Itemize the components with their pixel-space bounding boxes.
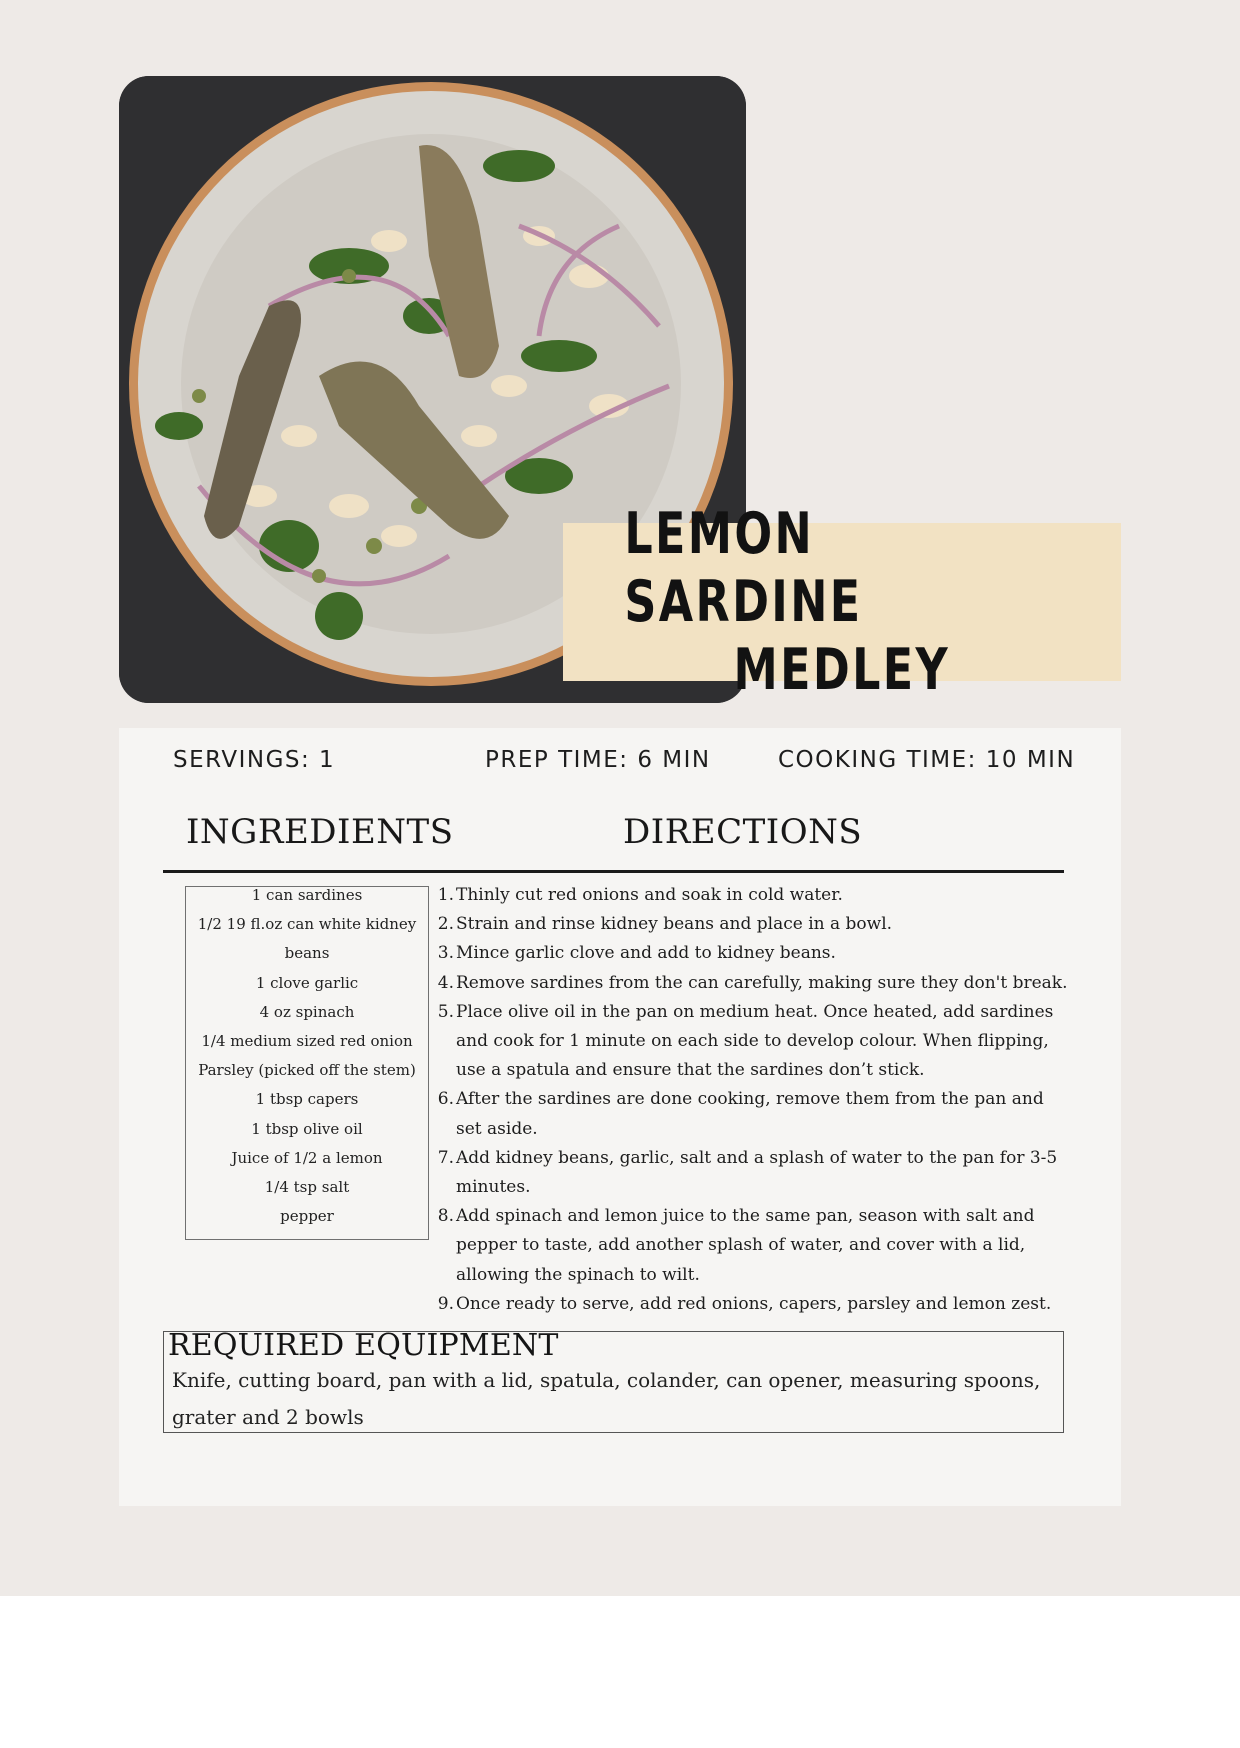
ingredient-item: 1/4 medium sized red onion <box>201 1032 413 1051</box>
ingredient-item: 1 can sardines <box>251 886 363 904</box>
ingredient-item: 1 clove garlic <box>255 973 359 992</box>
section-divider <box>163 870 1064 873</box>
step-text: Remove sardines from the can carefully, making sure they don't break. <box>456 972 1068 993</box>
step-text: Once ready to serve, add red onions, capers, parsley and lemon zest. <box>456 1293 1052 1314</box>
ingredient-item: Juice of 1/2 a lemon <box>231 1148 383 1167</box>
direction-step <box>438 1144 1068 1202</box>
ingredient-item: Parsley (picked off the stem) <box>198 1061 416 1080</box>
step-number: 9. <box>437 1293 454 1314</box>
direction-step <box>438 998 1068 1086</box>
prep-time-label: PREP TIME: 6 MIN <box>485 747 711 773</box>
step-number: 7. <box>437 1147 454 1168</box>
ingredient-item: 1 tbsp olive oil <box>251 1119 363 1138</box>
step-text: Add spinach and lemon juice to the same pan, season with salt and pepper to taste, add another splash of water, and cover with a lid, allowing the spinach to wilt. <box>456 1206 1035 1285</box>
ingredients-list <box>186 881 428 1231</box>
step-number: 3. <box>437 943 454 964</box>
ingredient-item: 1/4 tsp salt <box>264 1178 350 1197</box>
direction-step <box>438 1085 1068 1143</box>
cooking-time-label: COOKING TIME: 10 MIN <box>778 747 1076 773</box>
step-text: After the sardines are done cooking, remove them from the pan and set aside. <box>456 1089 1044 1139</box>
recipe-title-line-2: MEDLEY <box>733 637 951 703</box>
recipe-title-block <box>563 501 1121 703</box>
ingredient-item: 1/2 19 fl.oz can white kidney beans <box>197 915 417 963</box>
ingredient-item: 1 tbsp capers <box>255 1090 359 1109</box>
recipe-title-line-1: LEMON SARDINE <box>624 501 863 635</box>
step-text: Place olive oil in the pan on medium heat. Once heated, add sardines and cook for 1 minute on each side to develop colour. When flipping, use a spatula and ensure that the sardines don’t stick. <box>456 1001 1054 1081</box>
step-text: Mince garlic clove and add to kidney beans. <box>456 943 836 964</box>
directions-list <box>438 881 1068 1319</box>
step-number: 1. <box>437 885 454 905</box>
ingredients-heading: INGREDIENTS <box>186 812 454 852</box>
step-number: 4. <box>437 972 454 993</box>
direction-step <box>438 969 1068 998</box>
step-text: Add kidney beans, garlic, salt and a splash of water to the pan for 3-5 minutes. <box>456 1147 1058 1198</box>
directions-heading: DIRECTIONS <box>623 812 863 852</box>
direction-step <box>438 881 1068 910</box>
step-number: 5. <box>437 1001 454 1022</box>
ingredient-item: 4 oz spinach <box>259 1002 355 1021</box>
step-text: Thinly cut red onions and soak in cold water. <box>456 885 843 905</box>
step-number: 2. <box>437 914 454 935</box>
step-text: Strain and rinse kidney beans and place in a bowl. <box>456 914 893 935</box>
equipment-text: Knife, cutting board, pan with a lid, spatula, colander, can opener, measuring spoons, grater and 2 bowls <box>172 1368 1041 1429</box>
step-number: 8. <box>437 1206 454 1227</box>
step-number: 6. <box>437 1089 454 1110</box>
direction-step <box>438 1290 1068 1319</box>
direction-step <box>438 910 1068 939</box>
direction-step <box>438 1202 1068 1290</box>
servings-label: SERVINGS: 1 <box>173 747 336 773</box>
equipment-heading: REQUIRED EQUIPMENT <box>168 1328 559 1363</box>
ingredient-item: pepper <box>280 1207 334 1226</box>
direction-step <box>438 939 1068 968</box>
